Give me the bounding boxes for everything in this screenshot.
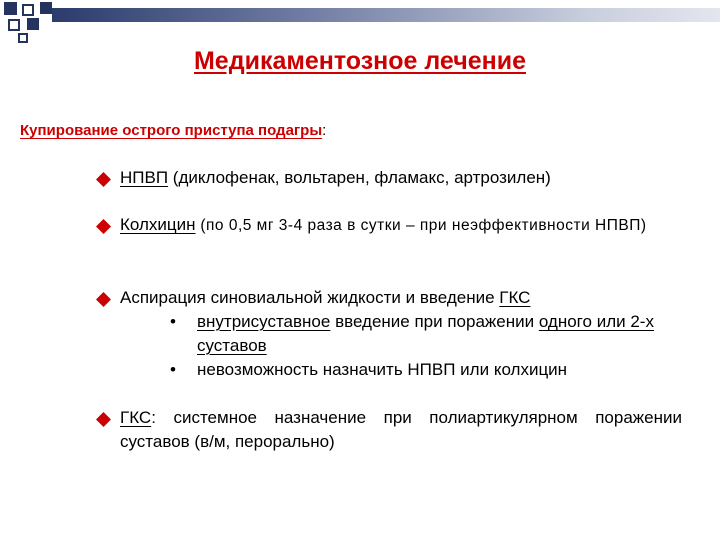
square-filled bbox=[27, 18, 39, 30]
header-gradient-bar bbox=[52, 8, 720, 22]
sub-item-impossibility: невозможность назначить НПВП или колхицин bbox=[197, 360, 568, 379]
diamond-bullet-icon bbox=[96, 219, 111, 234]
item-head: НПВП bbox=[120, 168, 169, 187]
list-item-colchicine bbox=[120, 213, 682, 238]
item-head: ГКС bbox=[120, 408, 152, 427]
diamond-bullet-icon bbox=[96, 172, 111, 187]
decorative-squares bbox=[0, 0, 60, 45]
item-head: ГКС bbox=[499, 288, 531, 307]
item-text: : системное назначение при полиартикулярном поражении суставов (в/м, перорально) bbox=[120, 408, 682, 451]
diamond-bullet-icon bbox=[96, 292, 111, 307]
list-item-aspiration bbox=[120, 286, 682, 310]
square-outline bbox=[8, 19, 20, 31]
item-text: Аспирация синовиальной жидкости и введение bbox=[120, 288, 500, 307]
square-outline bbox=[22, 4, 34, 16]
list-item-gcs bbox=[120, 406, 682, 454]
item-text: (диклофенак, вольтарен, фламакс, артрозилен) bbox=[168, 168, 551, 187]
sub-item-head: внутрисуставное bbox=[197, 312, 331, 331]
sub-item-text: введение при поражении bbox=[330, 312, 539, 331]
sub-item-intraarticular bbox=[197, 310, 683, 358]
square-filled bbox=[4, 2, 17, 15]
square-outline bbox=[18, 33, 28, 43]
square-filled bbox=[40, 2, 52, 14]
item-text: (по 0,5 мг 3-4 раза в сутки – при неэффективности НПВП) bbox=[195, 217, 647, 234]
list-item-nsaid bbox=[120, 166, 682, 190]
item-head: Колхицин bbox=[120, 215, 196, 234]
sub-bullet: • bbox=[170, 312, 176, 331]
section-subtitle bbox=[20, 122, 326, 140]
subtitle-suffix: : bbox=[322, 122, 327, 139]
sub-bullet: • bbox=[170, 360, 176, 379]
diamond-bullet-icon bbox=[96, 412, 111, 427]
sub-item-underlined: одного или 2-х суставов bbox=[197, 312, 654, 355]
page-title: Медикаментозное лечение bbox=[193, 47, 526, 75]
subtitle-label: Купирование острого приступа подагры bbox=[20, 122, 323, 139]
